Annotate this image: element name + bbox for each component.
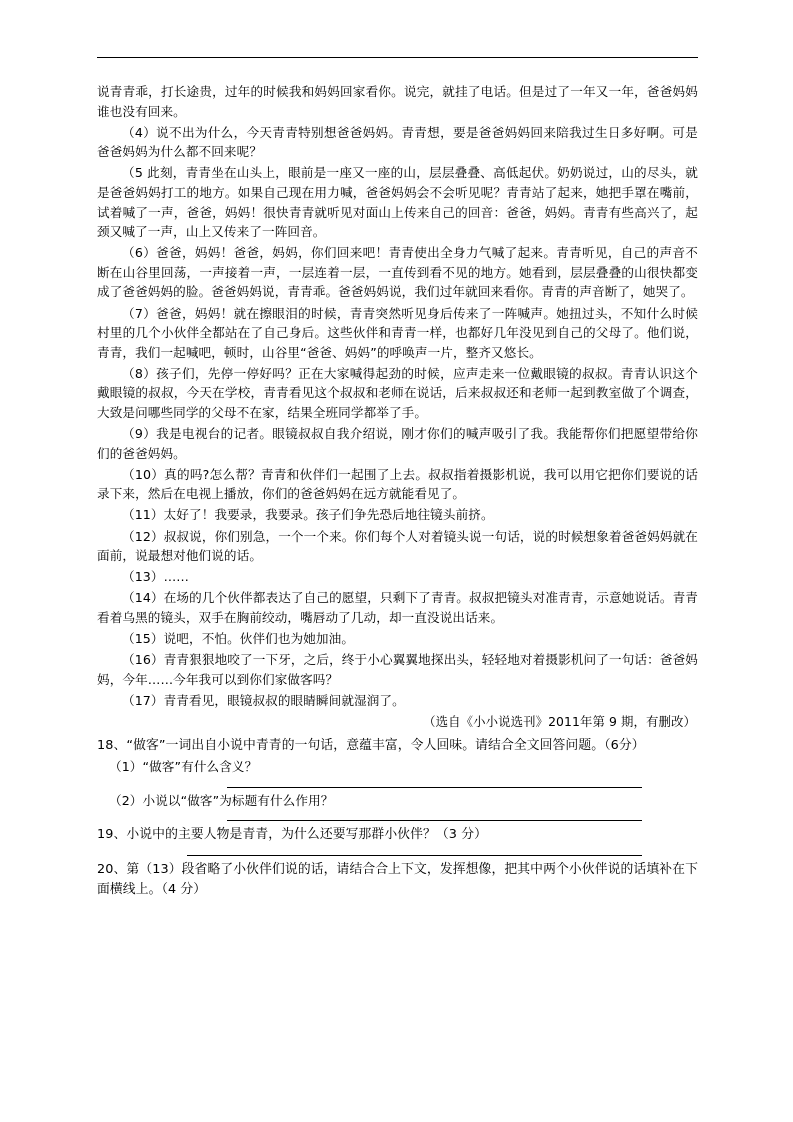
document-body: [97, 82, 698, 902]
question-19: [97, 825, 698, 856]
paragraph-9: （9）我是电视台的记者。眼镜叔叔自我介绍说，刚才你们的喊声吸引了我。我能帮你们把愿望带给你们的爸爸妈妈。: [97, 426, 698, 461]
paragraph-6: （6）爸爸，妈妈！爸爸，妈妈，你们回来吧！青青使出全身力气喊了起来。青青听见，自己的声音不断在山谷里回荡，一声接着一声，一层连着一层，一直传到看不见的地方。她看到，层层叠叠的山很快都变成了爸爸妈妈的脸。爸爸妈妈说，青青乖。爸爸妈妈说，我们过年就回来看你。青青的声音断了，她哭了。: [97, 245, 698, 300]
paragraph-8: （8）孩子们，先停一停好吗？正在大家喊得起劲的时候，应声走来一位戴眼镜的叔叔。青青认识这个戴眼镜的叔叔，今天在学校，青青看见这个叔叔和老师在说话，后来叔叔还和老师一起到教室做了个调查，大致是问哪些同学的父母不在家，结果全班同学都举了手。: [97, 365, 698, 420]
answer-line-19[interactable]: [187, 855, 642, 856]
paragraph-4: （4）说不出为什么，今天青青特别想爸爸妈妈。青青想，要是爸爸妈妈回来陪我过生日多好啊。可是爸爸妈妈为什么都不回来呢？: [97, 124, 698, 160]
header-divider: [97, 57, 698, 58]
paragraph-16: （16）青青狠狠地咬了一下牙，之后，终于小心翼翼地探出头，轻轻地对着摄影机问了一句话：爸爸妈妈，今年……今年我可以到你们家做客吗？: [97, 652, 698, 687]
paragraph-12: （12）叔叔说，你们别急，一个一个来。你们每个人对着镜头说一句话，说的时候想象着爸爸妈妈就在面前，说最想对他们说的话。: [97, 528, 698, 564]
question-20-stem: 20、第（13）段省略了小伙伴们说的话，请结合合上下文，发挥想像，把其中两个小伙伴说的话填补在下面横线上。（4 分）: [97, 862, 698, 898]
paragraph-15: （15）说吧，不怕。伙伴们也为她加油。: [122, 631, 355, 647]
question-18-stem: 18、“做客”一词出自小说中青青的一句话，意蕴丰富，令人回味。请结合全文回答问题。（6分）: [97, 737, 645, 753]
paragraph-5: （5 此刻，青青坐在山头上，眼前是一座又一座的山，层层叠叠、高低起伏。奶奶说过，山的尽头，就是爸爸妈妈打工的地方。如果自己现在用力喊，爸爸妈妈会不会听见呢？青青站了起来，她把手罩在嘴前，试着喊了一声，爸爸，妈妈！很快青青就听见对面山上传来自己的回音：爸爸，妈妈。青青有些高兴了，起颈又喊了一声，山上又传来了一阵回音。: [97, 165, 698, 240]
paragraph-continuation: 说青青乖，打长途贵，过年的时候我和妈妈回家看你。说完，就挂了电话。但是过了一年又一年，爸爸妈妈谁也没有回来。: [97, 84, 698, 119]
paragraph-13: （13）……: [122, 569, 189, 585]
paragraph-11: （11）太好了！我要录，我要录。孩子们争先恐后地往镜头前挤。: [122, 507, 494, 523]
paragraph-7: （7）爸爸，妈妈！就在擦眼泪的时候，青青突然听见身后传来了一阵喊声。她扭过头，不知什么时候村里的几个小伙伴全都站在了自己身后。这些伙伴和青青一样，也都好几年没见到自己的父母了。他们说，青青，我们一起喊吧，顿时，山谷里“爸爸、妈妈”的呼唤声一片，整齐又悠长。: [97, 305, 698, 360]
question-19-stem: 19、小说中的主要人物是青青，为什么还要写那群小伙伴？（3 分）: [97, 827, 488, 843]
paragraph-14: （14）在场的几个伙伴都表达了自己的愿望，只剩下了青青。叔叔把镜头对准青青，示意她说话。青青看着乌黑的镜头，双手在胸前绞动，嘴唇动了几动，却一直没说出话来。: [97, 590, 698, 625]
answer-line-18-1[interactable]: [227, 787, 642, 788]
question-18: [97, 736, 698, 822]
source-attribution: （选自《小小说选刊》2011年第 9 期，有删改）: [423, 713, 696, 729]
answer-line-18-2[interactable]: [227, 820, 642, 821]
paragraph-10: （10）真的吗?怎么帮？青青和伙伴们一起围了上去。叔叔指着摄影机说，我可以用它把你们要说的话录下来，然后在电视上播放，你们的爸爸妈妈在远方就能看见了。: [97, 466, 698, 502]
question-20: [97, 860, 698, 900]
question-18-sub-1: （1）“做客”有什么含义？: [109, 759, 258, 774]
paragraph-17: （17）青青看见，眼镜叔叔的眼睛瞬间就湿润了。: [122, 692, 405, 708]
question-18-sub-2: （2）小说以“做客”为标题有什么作用？: [109, 792, 334, 808]
